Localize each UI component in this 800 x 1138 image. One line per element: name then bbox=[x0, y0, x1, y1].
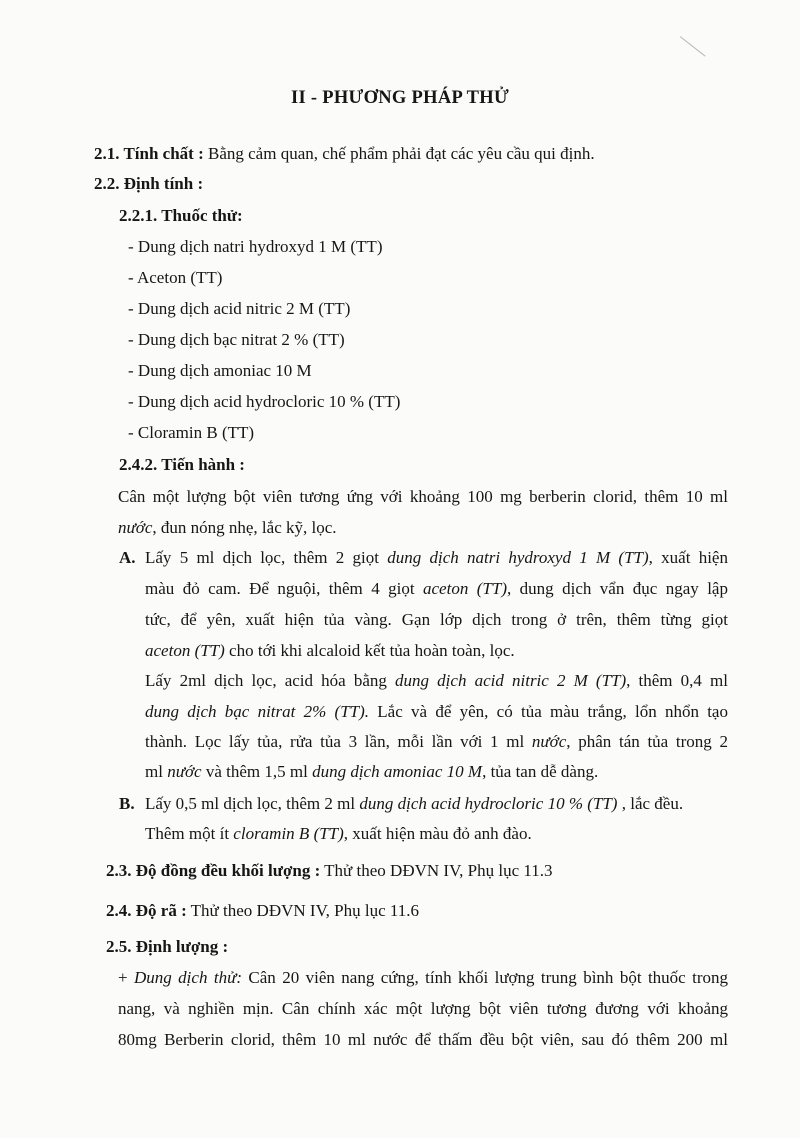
assay-line: + Dung dịch thử: Cân 20 viên nang cứng, tính khối lượng trung bình bột thuốc trong bbox=[118, 968, 729, 987]
section-2-1 bbox=[94, 143, 595, 165]
section-2-3-heading: 2.3. Độ đồng đều khối lượng : bbox=[106, 861, 321, 880]
reagent-item: - Dung dịch bạc nitrat 2 % (TT) bbox=[128, 330, 345, 349]
part-b-line: Thêm một ít cloramin B (TT), xuất hiện màu đỏ anh đào. bbox=[145, 824, 532, 843]
reagent-item: - Cloramin B (TT) bbox=[128, 423, 255, 442]
section-2-5-heading: 2.5. Định lượng : bbox=[106, 937, 229, 956]
procedure-intro-line: nước, đun nóng nhẹ, lắc kỹ, lọc. bbox=[118, 518, 337, 537]
assay-line: 80mg Berberin clorid, thêm 10 ml nước để thấm đều bột viên, sau đó thêm 200 ml bbox=[118, 1030, 728, 1049]
part-a-line: Lấy 5 ml dịch lọc, thêm 2 giọt dung dịch natri hydroxyd 1 M (TT), xuất hiện bbox=[145, 548, 728, 567]
part-b-label: B. bbox=[119, 794, 135, 813]
reagent-item: - Dung dịch acid nitric 2 M (TT) bbox=[128, 299, 351, 318]
reagent-item: - Dung dịch amoniac 10 M bbox=[128, 361, 312, 380]
part-a-label: A. bbox=[119, 548, 136, 567]
section-2-3-text: Thử theo DĐVN IV, Phụ lục 11.3 bbox=[320, 861, 553, 880]
reagent-item: - Dung dịch acid hydrocloric 10 % (TT) bbox=[128, 392, 401, 411]
part-b-line: Lấy 0,5 ml dịch lọc, thêm 2 ml dung dịch acid hydrocloric 10 % (TT) , lắc đều. bbox=[145, 794, 684, 813]
part-a-line: aceton (TT) cho tới khi alcaloid kết tủa hoàn toàn, lọc. bbox=[145, 641, 515, 660]
part-a-line: Lấy 2ml dịch lọc, acid hóa bằng dung dịch acid nitric 2 M (TT), thêm 0,4 ml bbox=[145, 671, 728, 690]
procedure-intro-line: Cân một lượng bột viên tương ứng với khoảng 100 mg berberin clorid, thêm 10 ml bbox=[118, 487, 728, 506]
section-2-4-2-heading: 2.4.2. Tiến hành : bbox=[119, 455, 245, 474]
section-2-1-text: Bằng cảm quan, chế phẩm phải đạt các yêu cầu qui định. bbox=[203, 144, 595, 163]
part-a-line: thành. Lọc lấy tủa, rửa tủa 3 lần, mỗi lần với 1 ml nước, phân tán tủa trong 2 bbox=[145, 732, 728, 751]
section-2-2-heading: 2.2. Định tính : bbox=[94, 174, 204, 193]
reagent-item: - Aceton (TT) bbox=[128, 268, 223, 287]
page-title: II - PHƯƠNG PHÁP THỬ bbox=[290, 88, 510, 108]
part-a-line: dung dịch bạc nitrat 2% (TT). Lắc và để yên, có tủa màu trắng, lổn nhổn tạo bbox=[145, 702, 728, 721]
section-2-4 bbox=[106, 900, 419, 922]
section-2-2-1-heading: 2.2.1. Thuốc thử: bbox=[119, 206, 243, 225]
section-2-3 bbox=[106, 860, 553, 882]
part-a-line: tức, để yên, xuất hiện tủa vàng. Gạn lớp dịch trong ở trên, thêm từng giọt bbox=[145, 610, 728, 629]
part-a-line: ml nước và thêm 1,5 ml dung dịch amoniac 10 M, tủa tan dễ dàng. bbox=[145, 762, 599, 781]
part-a-line: màu đỏ cam. Để nguội, thêm 4 giọt aceton (TT), dung dịch vẩn đục ngay lập bbox=[145, 579, 728, 598]
section-2-1-heading: 2.1. Tính chất : bbox=[94, 144, 204, 163]
section-2-4-heading: 2.4. Độ rã : bbox=[106, 901, 187, 920]
scan-mark bbox=[680, 36, 706, 56]
assay-line: nang, và nghiền mịn. Cân chính xác một lượng bột viên tương đương với khoảng bbox=[118, 999, 728, 1018]
reagent-item: - Dung dịch natri hydroxyd 1 M (TT) bbox=[128, 237, 383, 256]
section-2-4-text: Thử theo DĐVN IV, Phụ lục 11.6 bbox=[186, 901, 419, 920]
